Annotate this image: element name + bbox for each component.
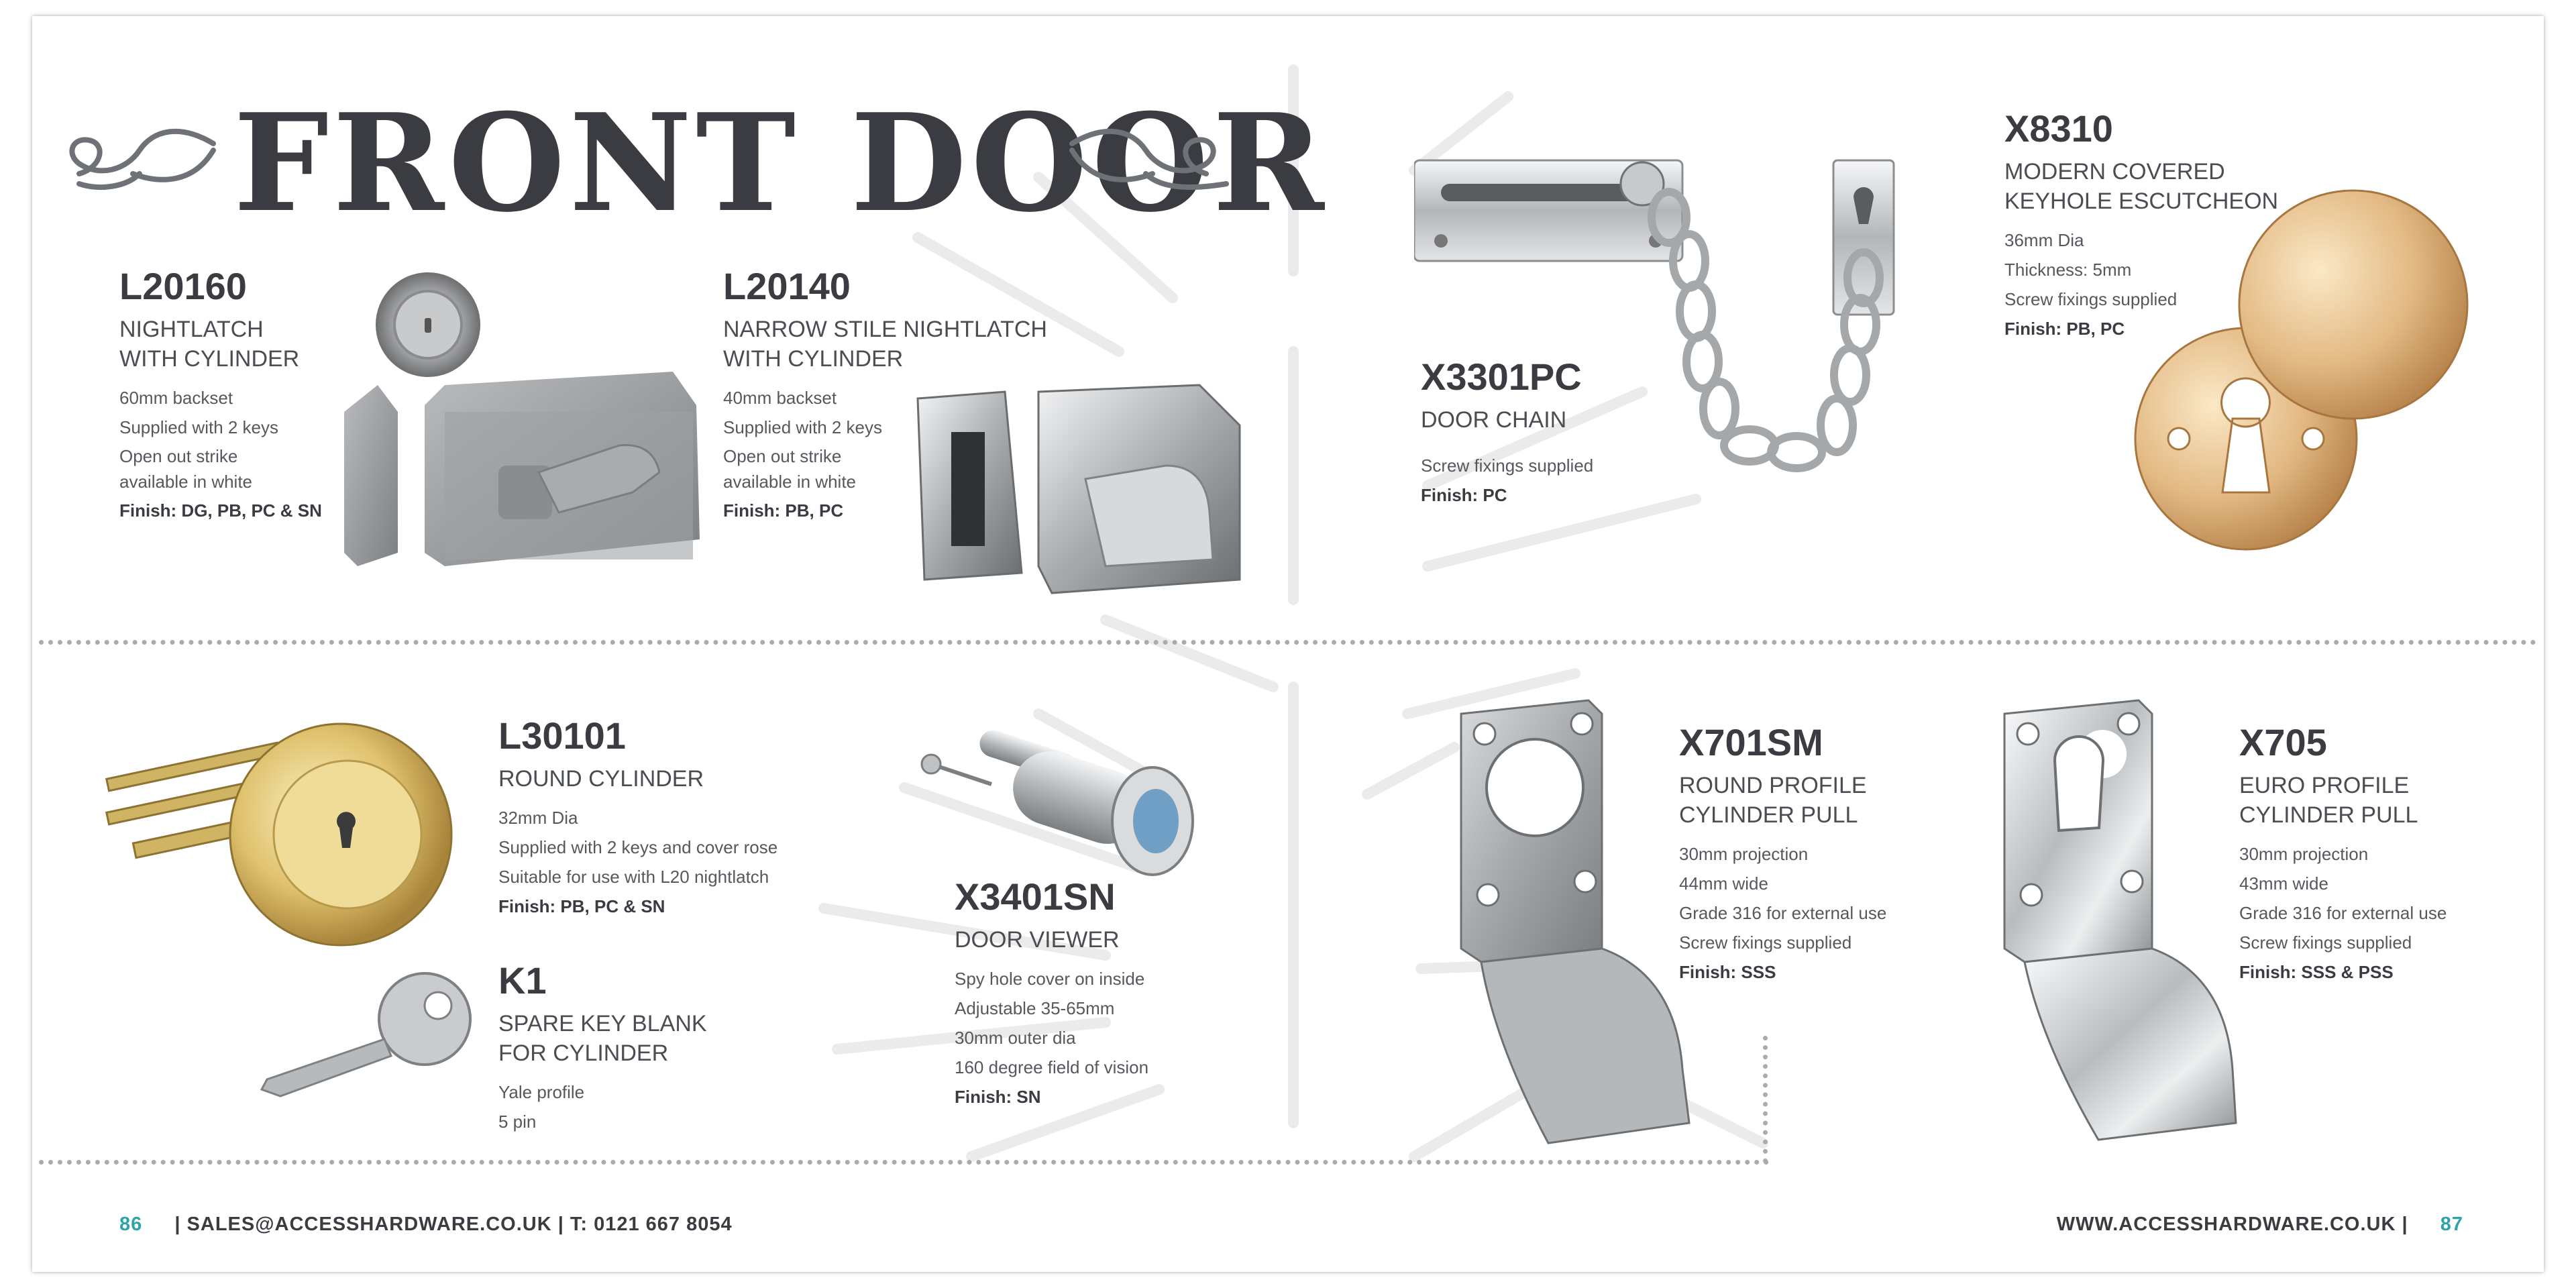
section-divider [39, 640, 2537, 645]
flourish-left-icon [59, 110, 220, 197]
product-l20160 [119, 265, 322, 525]
round-cylinder-pull-image [1434, 694, 1716, 1150]
product-name: ROUND CYLINDER [498, 766, 704, 792]
product-name: DOOR CHAIN [1421, 407, 1567, 433]
page-number-left: 86 [119, 1214, 143, 1235]
product-specs: Yale profile 5 pin [498, 1082, 585, 1132]
page-number-right: 87 [2440, 1214, 2463, 1235]
product-name: EURO PROFILE CYLINDER PULL [2239, 773, 2418, 828]
product-specs: Spy hole cover on inside Adjustable 35-65mm 30mm outer dia 160 degree field of vision Finish: SN [955, 969, 1149, 1107]
footer-right [2057, 1214, 2463, 1236]
escutcheon-image [2132, 177, 2481, 553]
product-name: NIGHTLATCH WITH CYLINDER [119, 317, 300, 372]
product-specs: 36mm Dia Thickness: 5mm Screw fixings supplied Finish: PB, PC [2004, 230, 2178, 339]
product-specs: 30mm projection 43mm wide Grade 316 for external use Screw fixings supplied Finish: SSS & PSS [2239, 844, 2447, 982]
nightlatch-chrome-image [904, 365, 1253, 620]
product-k1 [498, 959, 707, 1136]
catalogue-spread [32, 16, 2544, 1272]
product-x3401sn [955, 875, 1149, 1112]
product-x701sm [1679, 721, 1887, 987]
product-code: L20160 [119, 265, 247, 307]
euro-cylinder-pull-image [1978, 694, 2259, 1150]
door-viewer-image [904, 700, 1213, 881]
footer-divider-vertical [1763, 1036, 1768, 1163]
round-cylinder-image [93, 694, 468, 949]
product-code: X705 [2239, 721, 2327, 763]
product-code: X3401SN [955, 875, 1116, 918]
product-name: NARROW STILE NIGHTLATCH WITH CYLINDER [723, 317, 1047, 372]
product-l30101 [498, 714, 778, 921]
product-specs: 40mm backset Supplied with 2 keys Open out strike available in white Finish: PB, PC [723, 388, 883, 521]
nightlatch-grey-image [337, 271, 753, 580]
product-x705 [2239, 721, 2447, 987]
product-x3301pc [1421, 358, 1593, 510]
product-code: X8310 [2004, 107, 2113, 150]
product-specs: 30mm projection 44mm wide Grade 316 for external use Screw fixings supplied Finish: SSS [1679, 844, 1887, 982]
product-code: L30101 [498, 714, 626, 757]
product-code: L20140 [723, 265, 851, 307]
website-link[interactable]: WWW.ACCESSHARDWARE.CO.UK | [2056, 1214, 2408, 1235]
product-code: X3301PC [1421, 356, 1582, 398]
product-code: K1 [498, 959, 547, 1002]
footer-divider [39, 1160, 1770, 1165]
product-name: ROUND PROFILE CYLINDER PULL [1679, 773, 1867, 828]
product-name: MODERN COVERED KEYHOLE ESCUTCHEON [2004, 159, 2279, 214]
product-specs: 32mm Dia Supplied with 2 keys and cover rose Suitable for use with L20 nightlatch Finish: PB, PC & SN [498, 808, 778, 916]
product-specs: Screw fixings supplied Finish: PC [1421, 455, 1594, 505]
page-title: FRONT DOOR [233, 85, 1328, 242]
product-name: SPARE KEY BLANK FOR CYLINDER [498, 1011, 707, 1066]
contact-details: | SALES@ACCESSHARDWARE.CO.UK | T: 0121 667 8054 [174, 1214, 733, 1235]
product-specs: 60mm backset Supplied with 2 keys Open out strike available in white Finish: DG, PB, PC & SN [119, 388, 322, 521]
flourish-right-icon [1065, 110, 1240, 197]
product-name: DOOR VIEWER [955, 927, 1120, 953]
product-code: X701SM [1679, 721, 1823, 763]
key-blank-image [254, 969, 482, 1103]
footer-left [119, 1214, 733, 1236]
